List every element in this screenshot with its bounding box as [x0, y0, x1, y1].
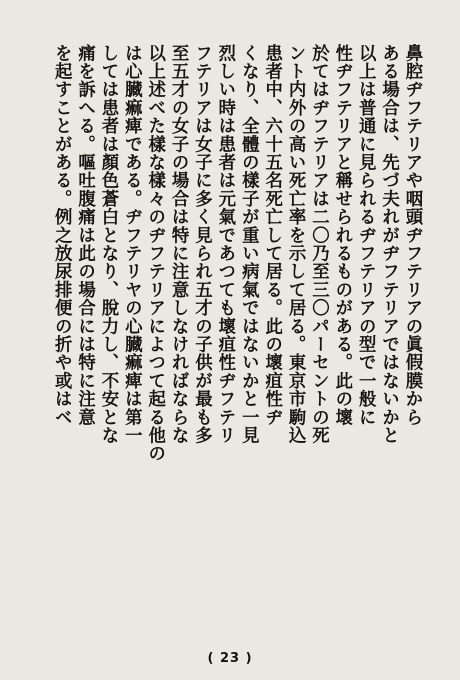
- text-column: 以上は普通に見られるヂフテリアの型で一般に: [355, 44, 376, 427]
- text-column: 患者中、六十五名死亡して居る。此の壞疽性ヂ: [261, 44, 282, 427]
- text-column: 烈しい時は患者は元氣であつても壞疽性ヂフテリ: [214, 44, 235, 445]
- text-column: しては患者は顏色蒼白となり、脫力し、不安とな: [97, 44, 118, 445]
- text-column: ある場合は、先づ夫れがヂフテリアではないかと: [378, 44, 399, 445]
- text-column: を起すことがある。例之放尿排便の折や或はベ: [51, 44, 72, 427]
- text-column: 至五才の女子の場合は特に注意しなければならな: [168, 44, 189, 445]
- body-text: [51, 44, 420, 626]
- text-column: 鼻腔ヂフテリアや咽頭ヂフテリアの眞假膜から: [402, 44, 422, 427]
- page-number: ( 23 ): [207, 651, 253, 666]
- text-column: フテリアは女子に多く見られ五才の子供が最も多: [191, 44, 212, 445]
- text-column: 性ヂフテリアと稱せられるものがある。此の壞: [331, 44, 352, 427]
- text-column: は心臓痲痺である。ヂフテリヤの心臓痲痺は第一: [121, 44, 142, 445]
- text-column: 於てはヂフテリアは二〇乃至三〇パーセントの死: [308, 44, 329, 445]
- text-column: 以上述べた樣な樣々のヂフテリアによつて起る他の: [144, 44, 165, 463]
- text-column: くなり、全體の樣子が重い病氣ではないかと一見: [238, 44, 259, 445]
- text-column: 痛を訴へる。嘔吐腹痛は此の場合には特に注意: [74, 44, 95, 427]
- text-column: ント内外の高い死亡率を示して居る。東京市駒込: [285, 44, 306, 445]
